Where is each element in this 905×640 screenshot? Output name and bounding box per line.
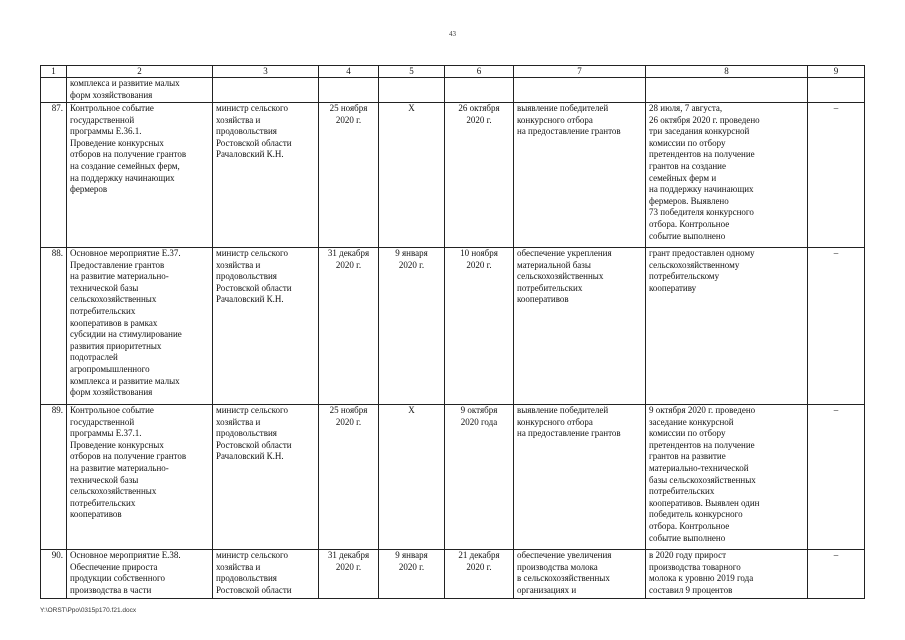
fact-end-cell <box>445 103 514 248</box>
fact-start-date: X <box>408 103 415 113</box>
fact-start-date: X <box>408 405 415 415</box>
responsible-cell <box>213 103 319 248</box>
note-cell: – <box>808 550 865 599</box>
note-cell: – <box>808 248 865 405</box>
plan-date-cell <box>319 405 379 550</box>
expected-result: обеспечение укрепления материальной базы сельскохозяйственных потребительских кооперативов <box>517 248 612 305</box>
expected-result-cell <box>514 103 646 248</box>
event-title-cell <box>67 78 213 103</box>
row-number-cell <box>41 78 67 103</box>
row-number-cell: 89. <box>41 405 67 550</box>
responsible-cell <box>213 405 319 550</box>
responsible-person: министр сельского хозяйства и продовольствия Ростовской области Рачаловский К.Н. <box>216 405 292 462</box>
page-number: 43 <box>449 30 456 38</box>
column-number-header: 5 <box>379 66 445 78</box>
event-title: Контрольное событие государственной программы Е.36.1. Проведение конкурсных отборов на получение грантов на создание семейных ферм, на поддержку начинающих фермеров <box>70 103 187 195</box>
fact-end-date: 10 ноября 2020 г. <box>460 248 498 270</box>
fact-start-date: 9 января 2020 г. <box>395 550 428 572</box>
fact-end-cell <box>445 248 514 405</box>
table-row <box>41 405 865 550</box>
responsible-cell <box>213 78 319 103</box>
fact-end-cell <box>445 550 514 599</box>
actual-result-cell <box>646 78 808 103</box>
expected-result: выявление победителей конкурсного отбора на предоставление грантов <box>517 405 621 439</box>
actual-result: 9 октября 2020 г. проведено заседание конкурсной комиссии по отбору претендентов на получение грантов на развитие материально-технической базы сельскохозяйственных потребительских кооперативов. Выявлен один победитель конкурсного отбора. Контрольное событие выполнено <box>649 405 760 543</box>
fact-end-cell <box>445 78 514 103</box>
responsible-cell <box>213 248 319 405</box>
plan-date-cell <box>319 78 379 103</box>
event-title-cell <box>67 248 213 405</box>
note-cell: – <box>808 405 865 550</box>
actual-result: грант предоставлен одному сельскохозяйственному потребительскому кооперативу <box>649 248 755 293</box>
column-number-header: 7 <box>514 66 646 78</box>
fact-start-cell <box>379 103 445 248</box>
responsible-person: министр сельского хозяйства и продовольствия Ростовской области Рачаловский К.Н. <box>216 103 292 160</box>
expected-result-cell <box>514 78 646 103</box>
event-title-cell <box>67 103 213 248</box>
event-title: Основное мероприятие Е.37. Предоставление грантов на развитие материально- технической базы сельскохозяйственных потребительских кооперативов в рамках субсидии на стимулирование развития приоритетных подотраслей агропромышленного комплекса и развитие малых форм хозяйствования <box>70 248 182 398</box>
file-path-footer: Y:\ORST\Ppo\0315p170.f21.docx <box>40 607 137 614</box>
event-title: Контрольное событие государственной программы Е.37.1. Проведение конкурсных отборов на получение грантов на развитие материально- технической базы сельскохозяйственных потребительских кооперативов <box>70 405 187 520</box>
expected-result-cell <box>514 405 646 550</box>
row-number-cell: 88. <box>41 248 67 405</box>
expected-result: обеспечение увеличения производства молока в сельскохозяйственных организациях и <box>517 550 612 595</box>
note-cell <box>808 78 865 103</box>
column-number-header: 3 <box>213 66 319 78</box>
actual-result-cell <box>646 405 808 550</box>
plan-date: 25 ноября 2020 г. <box>329 405 368 427</box>
expected-result-cell <box>514 248 646 405</box>
expected-result: выявление победителей конкурсного отбора на предоставление грантов <box>517 103 621 137</box>
table-row-continuation <box>41 78 865 103</box>
actual-result: 28 июля, 7 августа, 26 октября 2020 г. проведено три заседания конкурсной комиссии по отбору претендентов на получение грантов на создание семейных ферм и на поддержку начинающих фермеров. Выявлено 73 победителя конкурсного отбора. Контрольное событие выполнено <box>649 103 760 241</box>
actual-result-cell <box>646 103 808 248</box>
column-number-header: 9 <box>808 66 865 78</box>
plan-date-cell <box>319 103 379 248</box>
responsible-cell <box>213 550 319 599</box>
fact-start-cell <box>379 550 445 599</box>
table-row <box>41 248 865 405</box>
fact-end-cell <box>445 405 514 550</box>
fact-start-cell <box>379 78 445 103</box>
fact-end-date: 21 декабря 2020 г. <box>458 550 500 572</box>
column-number-header: 4 <box>319 66 379 78</box>
actual-result-cell <box>646 550 808 599</box>
column-number-header: 8 <box>646 66 808 78</box>
plan-date: 31 декабря 2020 г. <box>327 550 370 572</box>
event-title: комплекса и развитие малых форм хозяйствования <box>70 78 180 100</box>
fact-start-cell <box>379 248 445 405</box>
fact-start-date: 9 января 2020 г. <box>395 248 428 270</box>
table-row <box>41 103 865 248</box>
report-table <box>40 65 865 599</box>
expected-result-cell <box>514 550 646 599</box>
row-number-cell: 90. <box>41 550 67 599</box>
plan-date: 25 ноября 2020 г. <box>329 103 368 125</box>
table-row <box>41 550 865 599</box>
event-title: Основное мероприятие Е.38. Обеспечение прироста продукции собственного производства в части <box>70 550 181 595</box>
event-title-cell <box>67 550 213 599</box>
column-number-header: 2 <box>67 66 213 78</box>
responsible-person: министр сельского хозяйства и продовольствия Ростовской области Рачаловский К.Н. <box>216 248 292 305</box>
plan-date-cell <box>319 550 379 599</box>
fact-end-date: 9 октября 2020 года <box>460 405 498 427</box>
plan-date: 31 декабря 2020 г. <box>327 248 370 270</box>
fact-start-cell <box>379 405 445 550</box>
actual-result: в 2020 году прирост производства товарного молока к уровню 2019 года составил 9 процентов <box>649 550 754 595</box>
fact-end-date: 26 октября 2020 г. <box>458 103 500 125</box>
event-title-cell <box>67 405 213 550</box>
note-cell: – <box>808 103 865 248</box>
actual-result-cell <box>646 248 808 405</box>
row-number-cell: 87. <box>41 103 67 248</box>
column-number-header-row <box>41 66 865 78</box>
responsible-person: министр сельского хозяйства и продовольствия Ростовской области <box>216 550 292 595</box>
column-number-header: 1 <box>41 66 67 78</box>
column-number-header: 6 <box>445 66 514 78</box>
plan-date-cell <box>319 248 379 405</box>
